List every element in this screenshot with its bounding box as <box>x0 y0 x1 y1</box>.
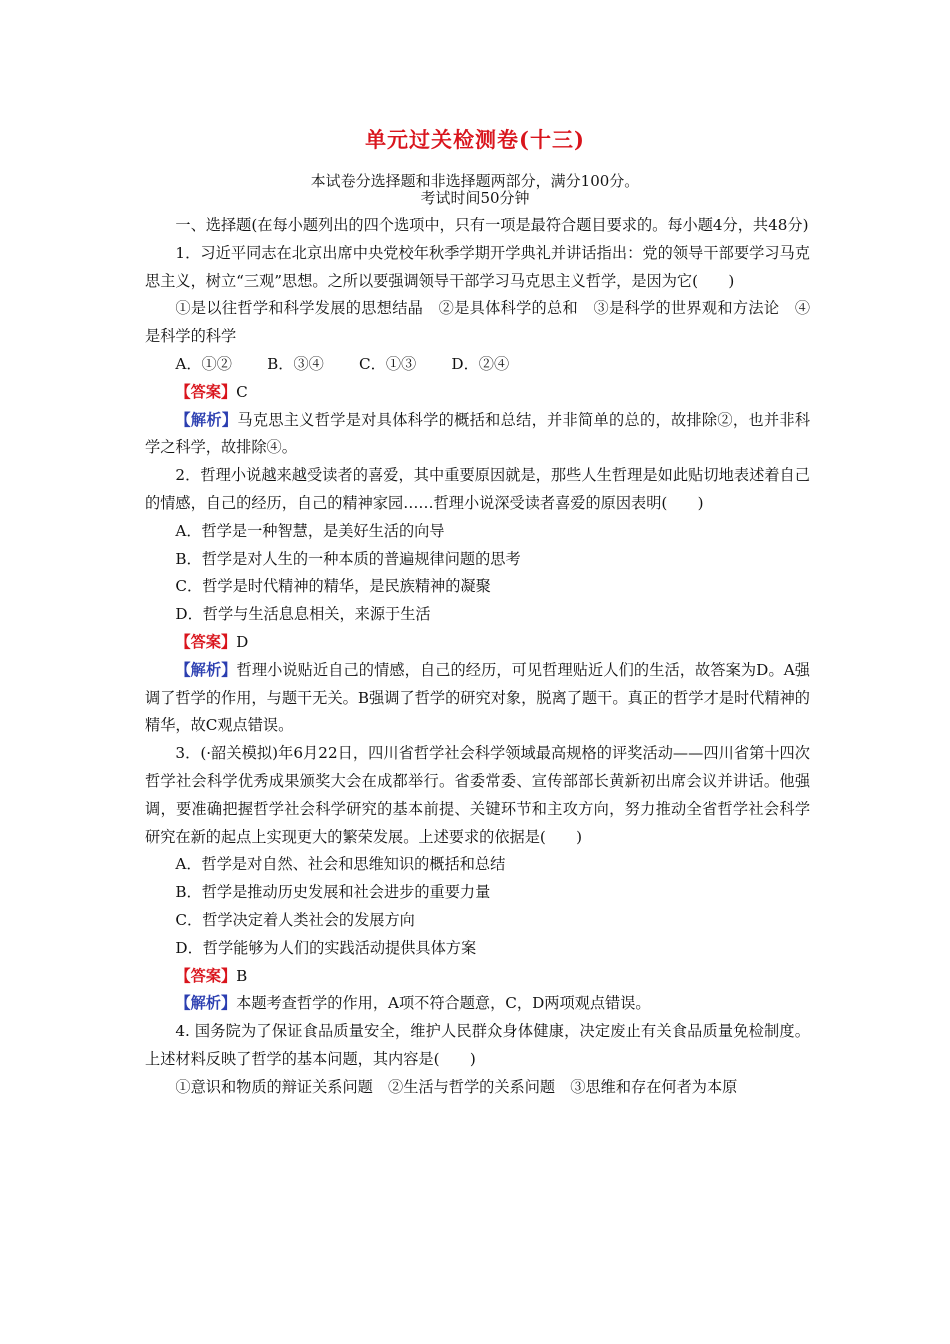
question-3-option-a: A．哲学是对自然、社会和思维知识的概括和总结 <box>175 855 506 874</box>
analysis-label: 【解析】 <box>175 410 238 429</box>
question-3-option-c: C．哲学决定着人类社会的发展方向 <box>175 910 415 929</box>
question-2-option-a: A．哲学是一种智慧，是美好生活的向导 <box>175 521 445 540</box>
question-2-analysis <box>145 657 810 740</box>
question-4-items: ①意识和物质的辩证关系问题 ②生活与哲学的关系问题 ③思维和存在何者为本原 <box>175 1077 738 1096</box>
section-heading: 一、选择题(在每小题列出的四个选项中，只有一项是最符合题目要求的。每小题4分，共48分) <box>175 216 809 234</box>
analysis-label: 【解析】 <box>175 660 237 679</box>
question-1-options: A．①② B．③④ C．①③ D．②④ <box>175 354 510 373</box>
analysis-text: 马克思主义哲学是对具体科学的概括和总结，并非简单的总的，故排除②，也并非科学之科学，故排除④。 <box>145 410 811 457</box>
answer-value: D <box>236 632 249 651</box>
page-title: 单元过关检测卷(十三) <box>365 127 585 152</box>
question-2-option-d: D．哲学与生活息息相关，来源于生活 <box>175 605 431 624</box>
analysis-text: 哲理小说贴近自己的情感，自己的经历，可见哲理贴近人们的生活，故答案为D。A强调了哲学的作用，与题干无关。B强调了哲学的研究对象，脱离了题干。真正的哲学才是时代精神的精华，故C观点错误。 <box>145 660 810 735</box>
intro-line-1: 本试卷分选择题和非选择题两部分，满分100分。 <box>310 172 640 190</box>
analysis-text: 本题考查哲学的作用，A项不符合题意，C，D两项观点错误。 <box>236 994 651 1013</box>
question-2-option-c: C．哲学是时代精神的精华，是民族精神的凝聚 <box>175 577 491 596</box>
question-3-option-b: B．哲学是推动历史发展和社会进步的重要力量 <box>175 883 491 902</box>
question-1-analysis <box>145 407 810 463</box>
analysis-label: 【解析】 <box>175 994 237 1013</box>
question-1-answer <box>145 379 810 407</box>
question-2-stem: 2．哲理小说越来越受读者的喜爱，其中重要原因就是，那些人生哲理是如此贴切地表述着自己的情感，自己的经历，自己的精神家园……哲理小说深受读者喜爱的原因表明( ) <box>145 466 810 512</box>
answer-label: 【答案】 <box>175 632 237 651</box>
answer-label: 【答案】 <box>175 966 237 985</box>
question-1-stem: 1．习近平同志在北京出席中央党校年秋季学期开学典礼并讲话指出：党的领导干部要学习马克思主义，树立“三观”思想。之所以要强调领导干部学习马克思主义哲学，是因为它( ) <box>145 243 810 290</box>
question-2-answer <box>145 629 810 657</box>
question-4-stem: 4. 国务院为了保证食品质量安全，维护人民群众身体健康，决定废止有关食品质量免检制度。上述材料反映了哲学的基本问题，其内容是( ) <box>145 1022 810 1068</box>
answer-label: 【答案】 <box>175 382 237 401</box>
question-3-answer <box>145 963 810 991</box>
answer-value: B <box>236 966 248 985</box>
question-3-option-d: D．哲学能够为人们的实践活动提供具体方案 <box>175 938 477 957</box>
question-1-items: ①是以往哲学和科学发展的思想结晶 ②是具体科学的总和 ③是科学的世界观和方法论 ④是科学的科学 <box>145 299 810 346</box>
answer-value: C <box>236 382 248 401</box>
intro-line-2: 考试时间50分钟 <box>420 189 530 207</box>
question-3-analysis <box>145 990 810 1018</box>
question-3-stem: 3．(·韶关模拟)年6月22日，四川省哲学社会科学领域最高规格的评奖活动——四川省第十四次哲学社会科学优秀成果颁奖大会在成都举行。省委常委、宣传部部长黄新初出席会议并讲话。他强调，要准确把握哲学社会科学研究的基本前提、关键环节和主攻方向，努力推动全省哲学社会科学研究在新的起点上实现更大的繁荣发展。上述要求的依据是( ) <box>145 744 810 846</box>
question-2-option-b: B．哲学是对人生的一种本质的普遍规律问题的思考 <box>175 549 521 568</box>
question-content <box>145 212 810 1102</box>
